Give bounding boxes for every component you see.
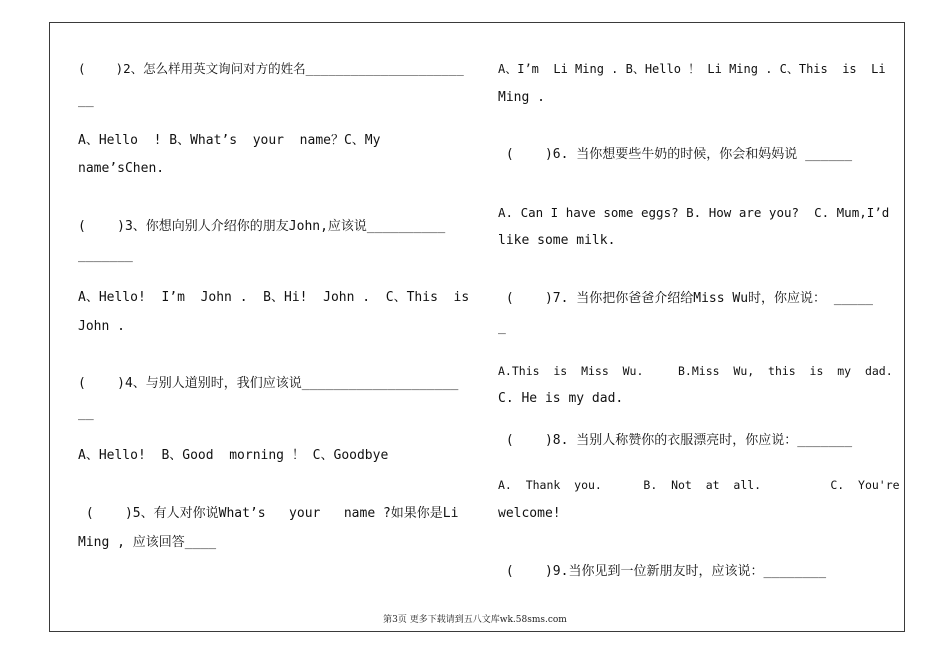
question-8-options: A. Thank you. B. Not at all. C. You're <box>498 478 900 492</box>
question-7-options-continued: C. He is my dad. <box>498 391 624 406</box>
question-8-prompt: ( )8. 当别人称赞你的衣服漂亮时，你应说：_______ <box>498 433 853 448</box>
question-6-prompt: ( )6. 当你想要些牛奶的时候，你会和妈妈说 ______ <box>498 147 853 162</box>
page-footer: 第3页 更多下载请到五八文库wk.58sms.com <box>383 615 567 625</box>
question-8-options-continued: welcome! <box>498 506 561 521</box>
question-5-options: A、I’m Li Ming . B、Hello ！ Li Ming . C、This is Li <box>498 62 886 76</box>
question-5-prompt-continued: Ming , 应该回答____ <box>78 535 217 550</box>
question-3-prompt: ( )3、你想向别人介绍你的朋友John,应该说__________ <box>78 219 446 234</box>
question-2-options-continued: name’sChen. <box>78 161 165 176</box>
question-4-prompt: ( )4、与别人道别时，我们应该说____________________ <box>78 376 459 391</box>
question-6-options-continued: like some milk. <box>498 233 616 248</box>
question-7-prompt: ( )7. 当你把你爸爸介绍给Miss Wu时，你应说： _____ <box>498 291 874 306</box>
question-5-prompt: ( )5、有人对你说What’s your name ?如果你是Li <box>78 506 459 521</box>
question-9-prompt: ( )9.当你见到一位新朋友时，应该说：________ <box>498 564 827 579</box>
question-3-options: A、Hello! I’m John . B、Hi! John . C、This is <box>78 290 470 305</box>
question-6-options: A. Can I have some eggs? B. How are you? C. Mum,I’d <box>498 205 890 220</box>
question-5-options-continued: Ming . <box>498 90 545 105</box>
question-7-blank-continued: _ <box>498 320 506 335</box>
question-2-blank-continued: __ <box>78 93 94 108</box>
question-3-blank-continued: _______ <box>78 248 133 263</box>
question-7-options: A.This is Miss Wu. B.Miss Wu, this is my dad. <box>498 364 893 378</box>
question-2-options: A、Hello ! B、What’s your name？C、My <box>78 133 381 148</box>
question-2-prompt: ( )2、怎么样用英文询问对方的姓名_____________________ <box>78 61 464 76</box>
question-4-blank-continued: __ <box>78 406 94 421</box>
question-3-options-continued: John . <box>78 319 125 334</box>
question-4-options: A、Hello! B、Good morning ！ C、Goodbye <box>78 448 389 463</box>
